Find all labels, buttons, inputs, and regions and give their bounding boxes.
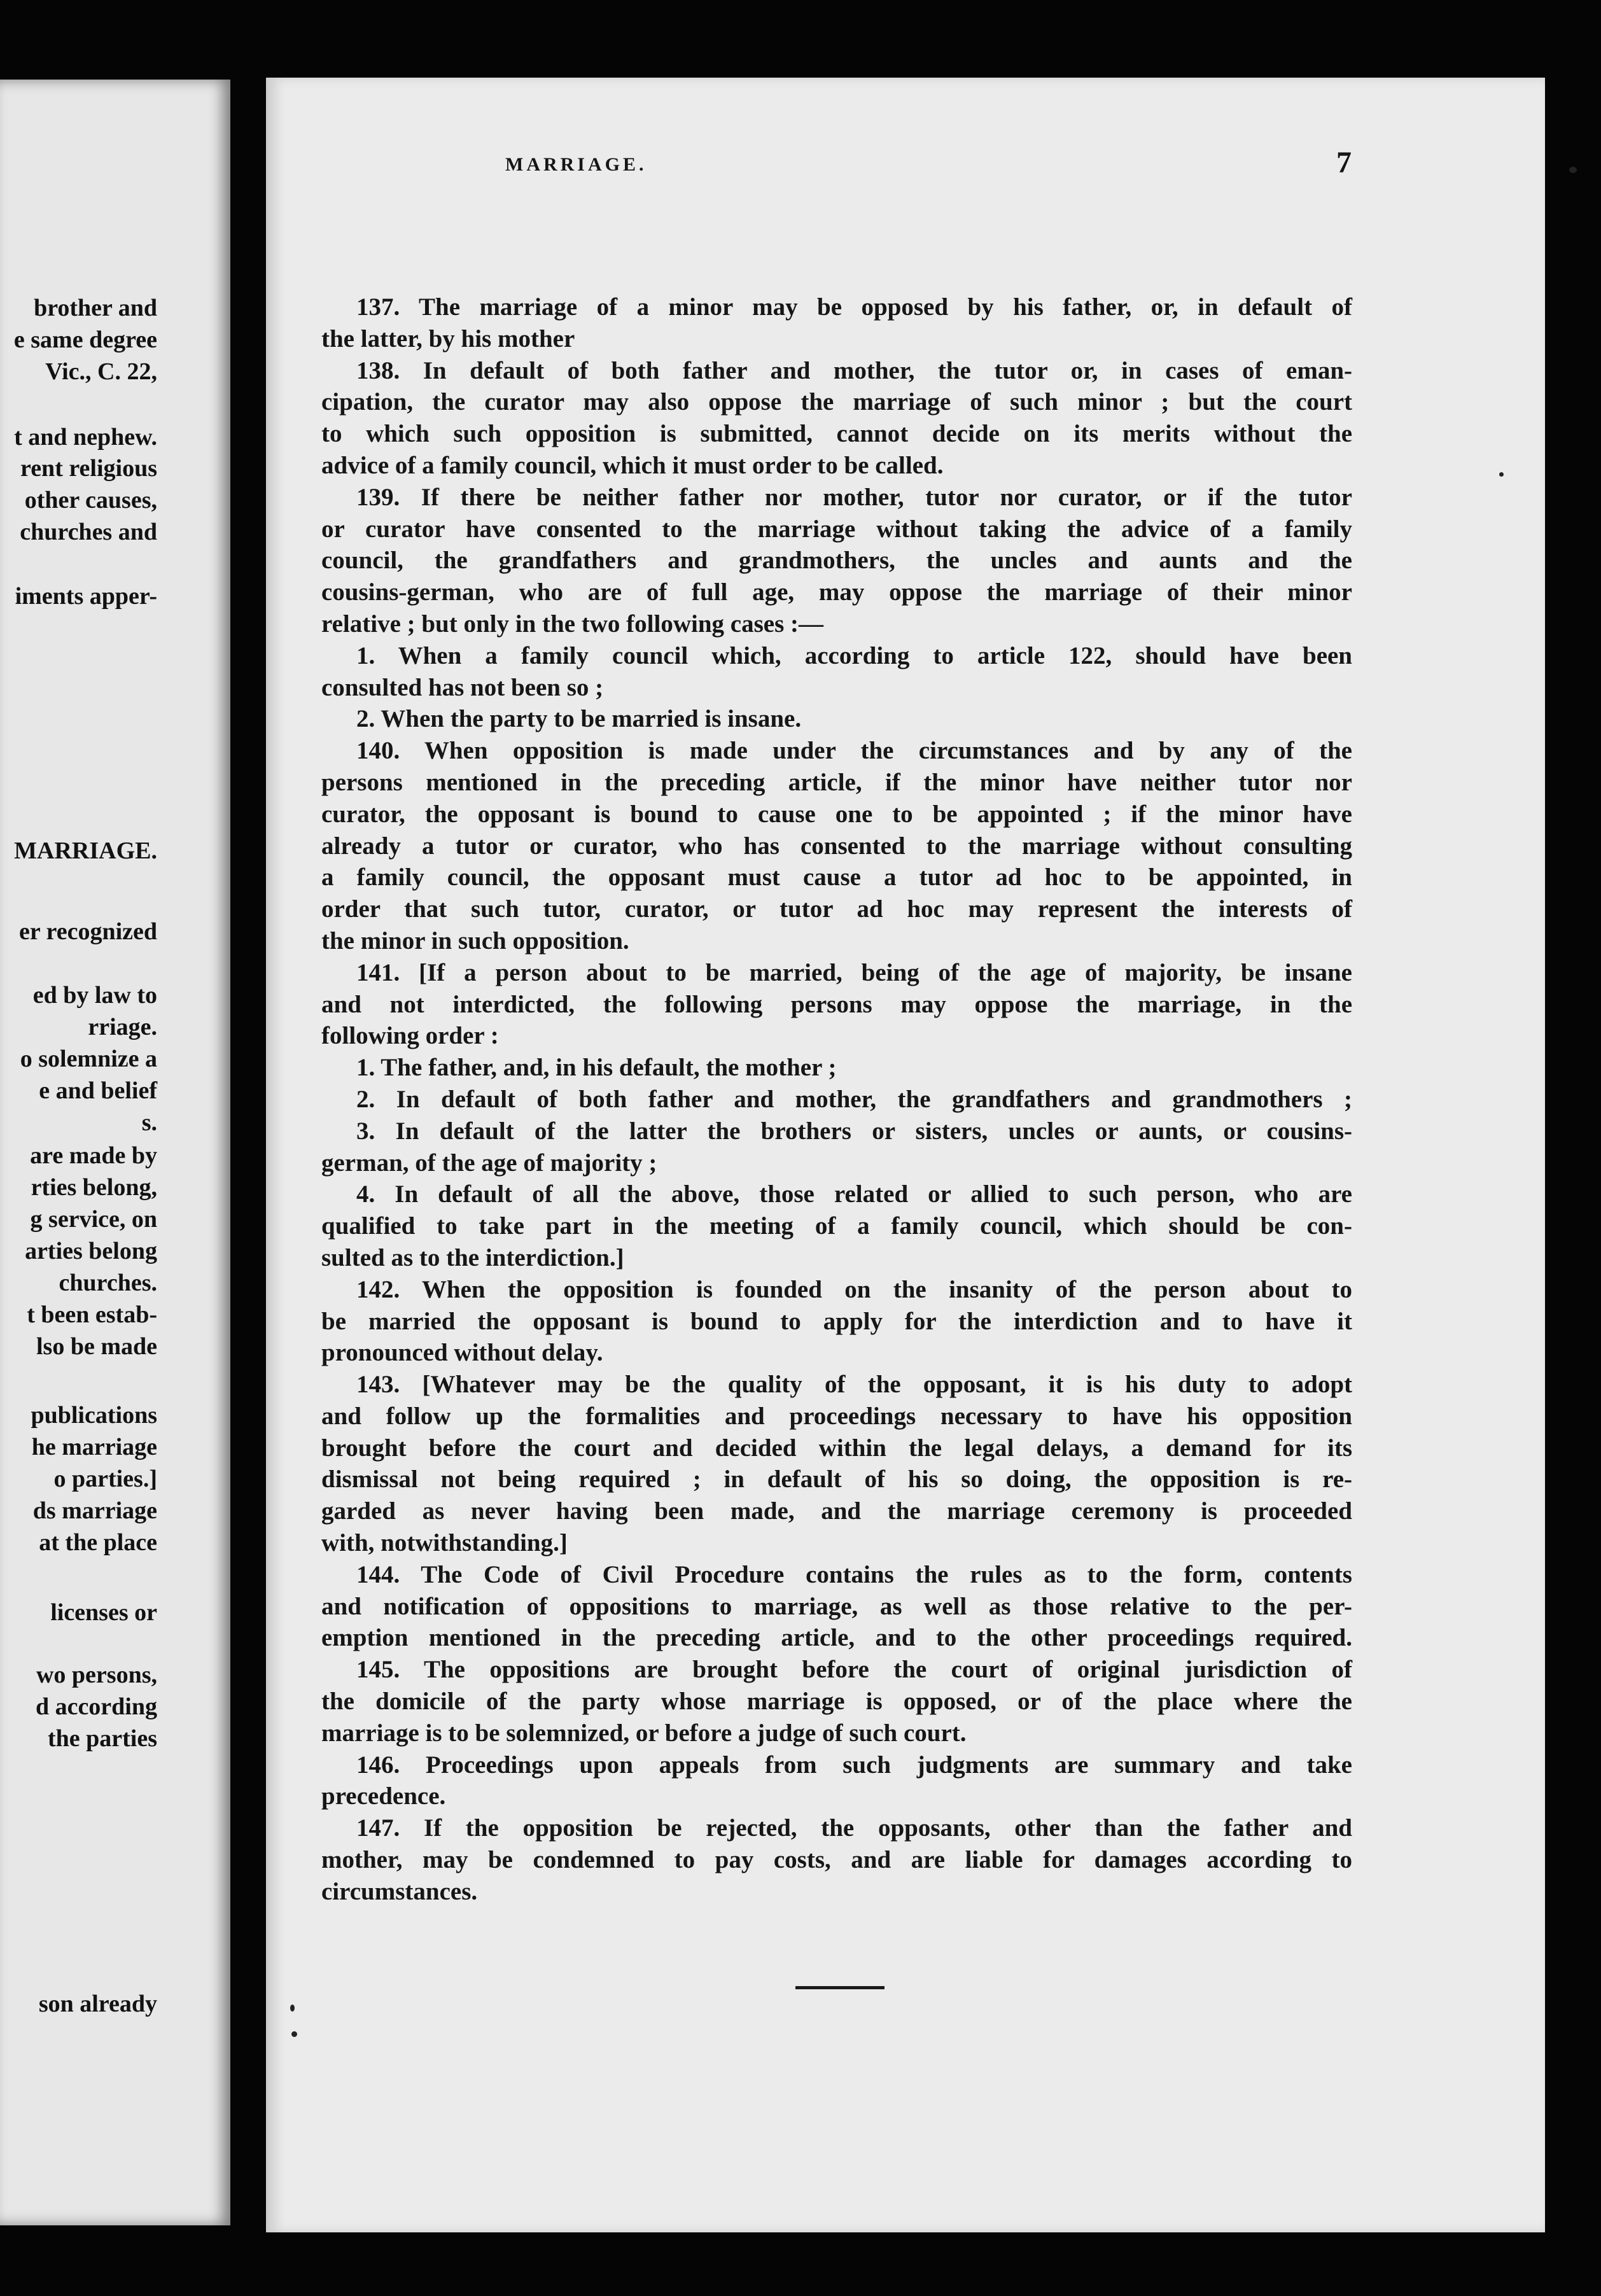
facing-page-line: lso be made — [36, 1333, 157, 1360]
facing-page-line: s. — [141, 1109, 157, 1136]
ink-speck — [291, 2031, 297, 2037]
text-line: and follow up the formalities and proceedings necessary to have his opposition — [321, 1402, 1352, 1430]
ink-speck — [290, 2005, 295, 2012]
facing-page-line: the parties — [47, 1725, 157, 1752]
text-line: cousins-german, who are of full age, may oppose the marriage of their minor — [321, 578, 1352, 606]
text-line: the domicile of the party whose marriage is opposed, or of the place where the — [321, 1688, 1352, 1716]
text-line: 142. When the opposition is founded on the insanity of the person about to — [356, 1275, 1352, 1303]
facing-page-line: he marriage — [31, 1434, 157, 1460]
text-line: 1. When a family council which, according to article 122, should have been — [356, 641, 1352, 669]
text-line: garded as never having been made, and the marriage ceremony is proceeded — [321, 1497, 1352, 1525]
page-number: 7 — [1336, 146, 1352, 179]
text-line: 145. The oppositions are brought before the court of original jurisdiction of — [356, 1656, 1352, 1684]
text-line: 144. The Code of Civil Procedure contains the rules as to the form, contents — [356, 1560, 1352, 1588]
text-line: be married the opposant is bound to apply for the interdiction and to have it — [321, 1307, 1352, 1335]
facing-page-line: rriage. — [88, 1014, 157, 1040]
end-rule — [795, 1986, 884, 1989]
text-line: circumstances. — [321, 1877, 478, 1905]
ink-speck — [1499, 472, 1504, 477]
text-line: with, notwithstanding.] — [321, 1529, 568, 1557]
body-text — [321, 291, 1352, 1908]
facing-page-line: wo persons, — [36, 1662, 157, 1688]
text-line: relative ; but only in the two following cases :— — [321, 610, 823, 638]
text-line: mother, may be condemned to pay costs, and are liable for damages according to — [321, 1846, 1352, 1874]
running-head: MARRIAGE. — [505, 154, 647, 175]
text-line: 141. [If a person about to be married, being of the age of majority, be insane — [356, 958, 1352, 986]
facing-page-line: o parties.] — [53, 1466, 157, 1492]
text-line: 2. When the party to be married is insane. — [356, 705, 802, 733]
text-line: advice of a family council, which it must order to be called. — [321, 451, 944, 479]
text-line: 3. In default of the latter the brothers or sisters, uncles or aunts, or cousins- — [356, 1117, 1352, 1145]
text-line: qualified to take part in the meeting of a family council, which should be con- — [321, 1212, 1352, 1240]
text-line: council, the grandfathers and grandmothers, the uncles and aunts and the — [321, 547, 1352, 575]
facing-page-line: e and belief — [39, 1077, 157, 1104]
text-line: brought before the court and decided within the legal delays, a demand for its — [321, 1434, 1352, 1462]
facing-page-line: son already — [38, 1991, 157, 2017]
facing-page-line: at the place — [39, 1529, 157, 1556]
facing-page-line: o solemnize a — [20, 1046, 157, 1072]
facing-page-line: er recognized — [18, 918, 157, 945]
text-line: 146. Proceedings upon appeals from such judgments are summary and take — [356, 1751, 1352, 1779]
text-line: german, of the age of majority ; — [321, 1149, 657, 1177]
facing-page-line: publications — [31, 1402, 157, 1429]
text-line: persons mentioned in the preceding article, if the minor have neither tutor nor — [321, 768, 1352, 796]
text-line: a family council, the opposant must cause a tutor ad hoc to be appointed, in — [321, 864, 1352, 892]
facing-page-line: MARRIAGE. — [14, 837, 157, 864]
facing-page-line: t and nephew. — [14, 424, 157, 451]
facing-page-line: ed by law to — [32, 982, 157, 1009]
text-line: consulted has not been so ; — [321, 673, 604, 701]
text-line: and not interdicted, the following persons may oppose the marriage, in the — [321, 990, 1352, 1018]
text-line: 4. In default of all the above, those related or allied to such person, who are — [356, 1180, 1352, 1208]
text-line: dismissal not being required ; in default of his so doing, the opposition is re- — [321, 1466, 1352, 1494]
text-line: sulted as to the interdiction.] — [321, 1243, 624, 1271]
facing-page-line: t been estab- — [27, 1301, 157, 1328]
text-line: 138. In default of both father and mother, the tutor or, in cases of eman- — [356, 356, 1352, 384]
text-line: the latter, by his mother — [321, 325, 575, 353]
facing-page-line: other causes, — [24, 487, 157, 514]
facing-page-line: ds marriage — [32, 1497, 157, 1524]
ink-speck — [1569, 167, 1577, 173]
text-line: pronounced without delay. — [321, 1339, 603, 1367]
text-line: 2. In default of both father and mother, the grandfathers and grandmothers ; — [356, 1085, 1352, 1113]
text-line: 1. The father, and, in his default, the mother ; — [356, 1054, 837, 1082]
facing-page-line: licenses or — [50, 1599, 157, 1626]
facing-page-line: churches and — [20, 519, 157, 545]
facing-page-line: e same degree — [13, 326, 157, 353]
text-line: and notification of oppositions to marriage, as well as those relative to the per- — [321, 1592, 1352, 1620]
text-line: precedence. — [321, 1782, 446, 1810]
facing-page-line: Vic., C. 22, — [45, 358, 157, 385]
facing-page-line: arties belong — [25, 1238, 157, 1264]
text-line: the minor in such opposition. — [321, 927, 629, 955]
facing-page-line: rent religious — [20, 455, 157, 482]
text-line: 143. [Whatever may be the quality of the opposant, it is his duty to adopt — [356, 1371, 1352, 1399]
text-line: 137. The marriage of a minor may be opposed by his father, or, in default of — [356, 293, 1352, 321]
facing-page-line: are made by — [30, 1142, 157, 1169]
text-line: marriage is to be solemnized, or before a judge of such court. — [321, 1719, 967, 1747]
text-line: 147. If the opposition be rejected, the opposants, other than the father and — [356, 1814, 1352, 1842]
text-line: curator, the opposant is bound to cause one to be appointed ; if the minor have — [321, 800, 1352, 828]
text-line: 140. When opposition is made under the circumstances and by any of the — [356, 737, 1352, 765]
facing-page-line: brother and — [34, 295, 157, 321]
facing-page-line: rties belong, — [31, 1174, 157, 1201]
text-line: to which such opposition is submitted, cannot decide on its merits without the — [321, 420, 1352, 448]
text-line: or curator have consented to the marriage without taking the advice of a family — [321, 515, 1352, 543]
text-line: already a tutor or curator, who has consented to the marriage without consulting — [321, 832, 1352, 860]
text-line: 139. If there be neither father nor mother, tutor nor curator, or if the tutor — [356, 483, 1352, 511]
facing-page-line: d according — [35, 1693, 157, 1720]
facing-page-line: churches. — [59, 1270, 157, 1296]
text-line: emption mentioned in the preceding article, and to the other proceedings required. — [321, 1624, 1352, 1652]
text-line: following order : — [321, 1022, 499, 1050]
facing-page-line: iments apper- — [15, 583, 157, 610]
facing-page — [0, 80, 230, 2225]
facing-page-line: g service, on — [30, 1206, 157, 1233]
text-line: cipation, the curator may also oppose the marriage of such minor ; but the court — [321, 388, 1352, 416]
text-line: order that such tutor, curator, or tutor ad hoc may represent the interests of — [321, 895, 1352, 923]
